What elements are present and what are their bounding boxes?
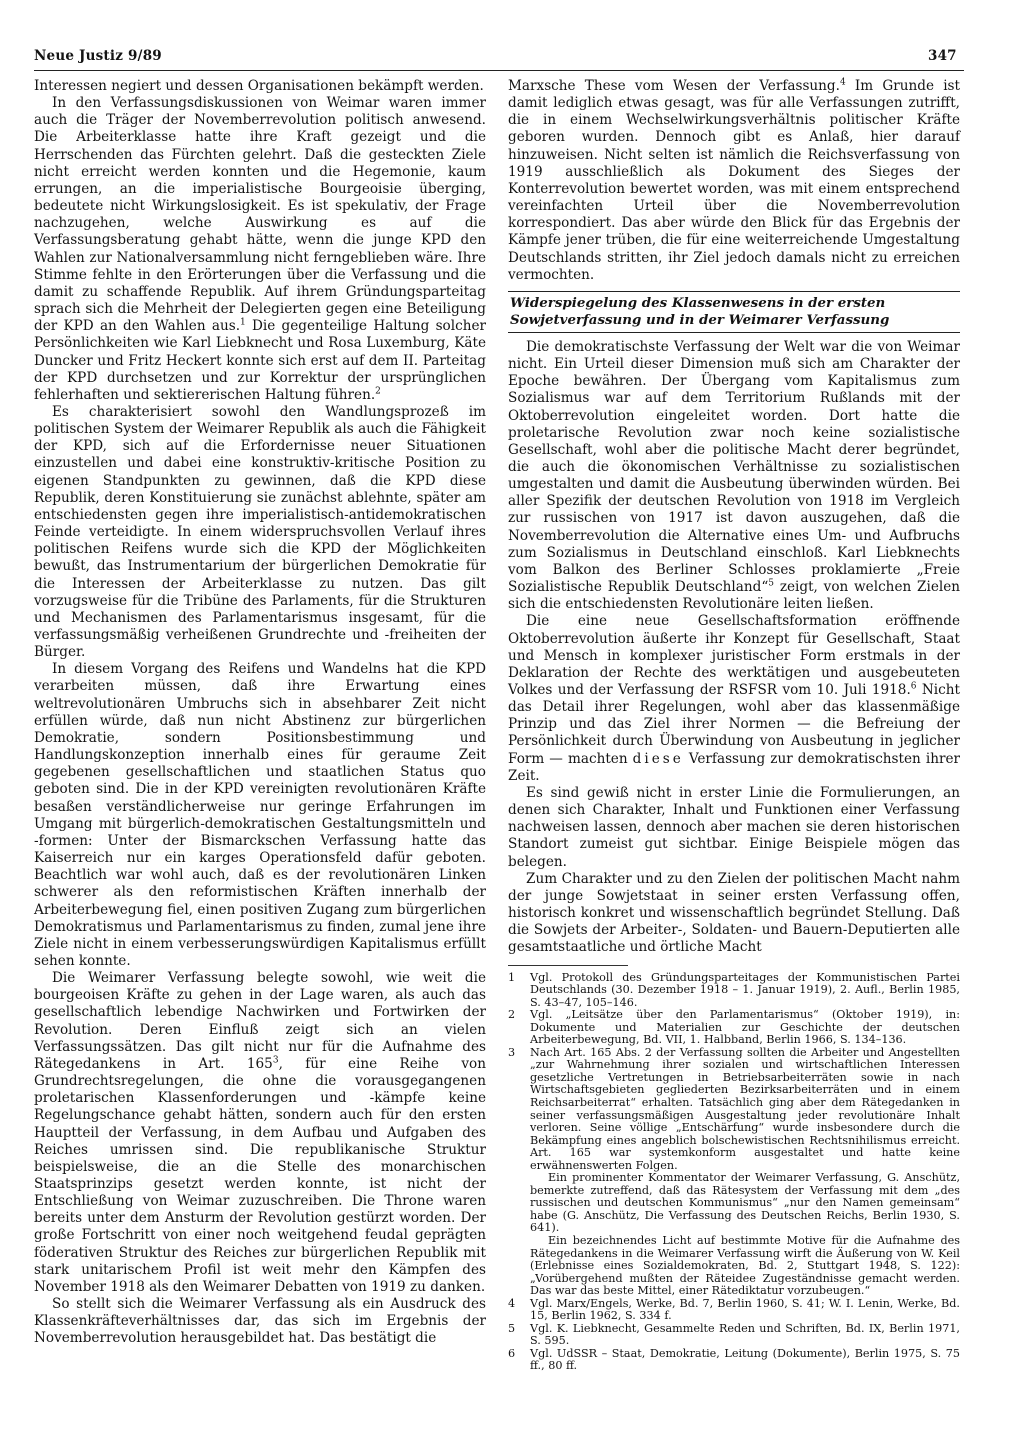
paragraph: Die eine neue Gesellschaftsformation eröffnende Oktoberrevolution äußerte ihr Konzept für Gesellschaft, Staat und Mensch in komplexer juristischer Form erstmals in der Deklaration der Rechte des werktätigen und ausgebeuteten Volkes und der Verfassung der RSFSR vom 10. Juli 1918.$^6$ Nicht das Detail ihrer Regelungen, wohl aber das klassenmäßige Prinzip und das Ziel ihrer Normen — die Befreiung der Persönlichkeit durch Überwindung von Ausbeutung in jeglicher Form — machten diese Verfassung zur demokratischsten ihrer Zeit. xyxy=(508,613,960,784)
footnote: 6 Vgl. UdSSR – Staat, Demokratie, Leitung (Dokumente), Berlin 1975, S. 75 ff., 80 ff. xyxy=(508,1346,960,1373)
header-rule xyxy=(34,70,964,71)
footnote-ref: 6 xyxy=(910,681,917,692)
running-header-journal: Neue Justiz 9/89 xyxy=(34,48,162,64)
footnote-ref: 3 xyxy=(272,1055,279,1066)
footnote-continuation: Ein bezeichnendes Licht auf bestimmte Motive für die Aufnahme des Rätegedankens in die Weimarer Verfassung wirft die Äußerung von W. Keil (Erlebnisse eines Sozialdemokraten, Bd. 2, Stuttgart 1948, S. 122): „Vorübergehend mußten der Räteidee Zugeständnisse gemacht werden. Das war das beste Mittel, einer Rätediktatur vorzubeugen.“ xyxy=(530,1233,960,1298)
paragraph: Es sind gewiß nicht in erster Linie die Formulierungen, an denen sich Charakter, Inhalt und Funktionen einer Verfassung nachweisen lassen, dennoch aber machen sie deren historischen Standort zumeist gut sichtbar. Einige Beispiele mögen das belegen. xyxy=(508,784,960,870)
paragraph: Interessen negiert und dessen Organisationen bekämpft werden. xyxy=(34,78,484,94)
paragraph: Es charakterisiert sowohl den Wandlungsprozeß im politischen System der Weimarer Republik als auch die Fähigkeit der KPD, sich auf die Erfordernisse neuer Situationen einzustellen und dabei eine konstruktiv-kritische Position zu eigenen Standpunkten zu gewinnen, daß die KPD diese Republik, deren Konstituierung sie zunächst ablehnte, später am entschiedensten gegen ihre imperialistisch-antidemokratischen Feinde verteidigte. In einem widerspruchsvollen Verlauf ihres politischen Reifens wurde sich die KPD der Möglichkeiten bewußt, das Instrumentarium der bürgerlichen Demokratie für die Interessen der Arbeiterklasse zu nutzen. Das gilt vorzugsweise für die Tribüne des Parlaments, für die Strukturen und Mechanismen des Parlamentarismus insgesamt, für die verfassungsmäßig verheißenen Grundrechte und -freiheiten der Bürger. xyxy=(34,403,486,661)
left-column xyxy=(34,78,486,1348)
footnote-ref: 4 xyxy=(839,77,846,88)
page-number: 347 xyxy=(928,48,957,64)
emphasized-word: diese xyxy=(632,750,684,767)
paragraph: Die demokratischste Verfassung der Welt war die von Weimar nicht. Ein Urteil dieser Dimension muß sich am Charakter der Epoche bewähren. Der Übergang vom Kapitalismus zum Sozialismus war auf dem Territorium Rußlands mit der Oktoberrevolution eingeleitet worden. Dort hatte die proletarische Revolution zwar noch keine sozialistische Gesellschaft, wohl aber die politische Macht derer begründet, die auch die ökonomischen Verhältnisse zu sozialistischen umgestalten und damit die Ausbeutung überwinden würden. Bei aller Spezifik der deutschen Revolution von 1918 im Vergleich zur russischen von 1917 ist davon auszugehen, daß die Novemberrevolution die Alternative eines Um- und Aufbruchs zum Sozialismus in Deutschland einschloß. Karl Liebknechts vom Balkon des Berliner Schlosses proklamierte „Freie Sozialistische Republik Deutschland“$^5$ zeigt, von welchen Zielen sich die entschiedensten Revolutionäre leiten ließen. xyxy=(508,338,961,613)
right-column xyxy=(508,78,960,1373)
footnote-ref: 1 xyxy=(240,317,246,328)
section-heading: Widerspiegelung des Klassenwesens in der ersten Sowjetverfassung und in der Weimarer Verfassung xyxy=(508,291,960,333)
footnote: 3 Nach Art. 165 Abs. 2 der Verfassung sollten die Arbeiter und Angestellten „zur Wahrnehmung ihrer sozialen und wirtschaftlichen Interessen gesetzliche Vertretungen in Betriebsarbeiterräten sowie in nach Wirtschaftsgebieten gegliederten Bezirksarbeiterräten und in einem Reichsarbeiterrat“ erhalten. Tatsächlich ging aber dem Rätegedanken in seiner verfassungsmäßigen Ausgestaltung jeder revolutionäre Inhalt verloren. Seine völlige „Entschärfung“ wurde insbesondere durch die Bekämpfung eines angeblich bolschewistischen Rechtsnihilismus erreicht. Art. 165 war systemkonform ausgestaltet und hatte keine erwähnenswerten Folgen. xyxy=(508,1045,960,1172)
paragraph: Marxsche These vom Wesen der Verfassung.$^4$ Im Grunde ist damit lediglich etwas gesagt, was für alle Verfassungen zutrifft, die in einem Wechselwirkungsverhältnis politischer Kräfte geboren wurden. Dennoch gibt es Anlaß, hier darauf hinzuweisen. Nicht selten ist nämlich die Reichsverfassung von 1919 ausschließlich als Dokument des Sieges der Konterrevolution bewertet worden, was mit einem entsprechend vereinfachten Urteil über die Novemberrevolution korrespondiert. Das aber würde den Blick für das Ergebnis der Kämpfe jener trüben, die für eine weiterreichende Umgestaltung Deutschlands stritten, ihr Ziel jedoch damals nicht zu erreichen vermochten. xyxy=(508,77,960,283)
footnote: 5 Vgl. K. Liebknecht, Gesammelte Reden und Schriften, Bd. IX, Berlin 1971, S. 595. xyxy=(508,1321,960,1348)
footnote: 1 Vgl. Protokoll des Gründungsparteitages der Kommunistischen Partei Deutschlands (30. Dezember 1918 – 1. Januar 1919), 2. Aufl., Berlin 1985, S. 43–47, 105–146. xyxy=(508,970,960,1009)
paragraph: In diesem Vorgang des Reifens und Wandelns hat die KPD verarbeiten müssen, daß ihre Erwartung eines weltrevolutionären Umbruchs sich in absehbarer Zeit nicht erfüllen würde, daß nun nicht Abstinenz zur bürgerlichen Demokratie, sondern Positionsbestimmung und Handlungskonzeption innerhalb eines für geraume Zeit gegebenen gesellschaftlichen und staatlichen Status quo geboten sind. Die in der KPD vereinigten revolutionären Kräfte besaßen verständlicherweise nur geringe Erfahrungen im Umgang mit bürgerlich-demokratischen Gestaltungsmitteln und -formen: Unter der Bismarckschen Verfassung hatte das Kaiserreich nur ein karges Operationsfeld dafür geboten. Beachtlich war wohl auch, daß es der revolutionären Linken schwerer als den reformistischen Kräften innerhalb der Arbeiterbewegung fiel, einen positiven Zugang zum bürgerlichen Demokratismus und Parlamentarismus zu finden, zumal jene ihre Ziele nicht in einem verbesserungswürdigen Kapitalismus erfüllt sehen konnte. xyxy=(34,661,486,969)
footnote-ref: 2 xyxy=(375,386,381,397)
paragraph: Die Weimarer Verfassung belegte sowohl, wie weit die bourgeoisen Kräfte zu gehen in der Lage waren, als auch das gesellschaftlich lebendige Nachwirken und Fortwirken der Revolution. Deren Einfluß zeigt sich an vielen Verfassungssätzen. Das gilt nicht nur für die Aufnahme des Rätegedankens in Art. $165^3$, für eine Reihe von Grundrechtsregelungen, die ohne die vorausgegangenen proletarischen Klassenforderungen und -kämpfe keine Regelungschance gehabt hätten, sondern auch für den ersten Hauptteil der Verfassung, in dem Aufbau und Aufgaben des Reiches umrissen sind. Die republikanische Struktur beispielsweise, die an die Stelle des monarchischen Staatsprinzips gesetzt werden konnte, ist nicht der Entschließung von Weimar zuzuschreiben. Die Throne waren bereits unter dem Ansturm der Revolution gestürzt worden. Der große Fortschritt von einer noch weitgehend feudal geprägten föderativen Struktur des Reiches zur bürgerlichen Republik mit stark unitarischem Profil ist weit mehr den Kämpfen des November 1918 als den Weimarer Debatten von 1919 zu danken. xyxy=(34,970,486,1295)
footnotes xyxy=(508,972,960,1374)
footnote-continuation: Ein prominenter Kommentator der Weimarer Verfassung, G. Anschütz, bemerkte zutreffend, daß das Rätesystem der Verfassung mit dem „des russischen und deutschen Kommunismus“ „nur den Namen gemeinsam“ habe (G. Anschütz, Die Verfassung des Deutschen Reichs, Berlin 1930, S. 641). xyxy=(530,1171,960,1235)
footnote: 2 Vgl. „Leitsätze über den Parlamentarismus“ (Oktober 1919), in: Dokumente und Materialien zur Geschichte der deutschen Arbeiterbewegung, Bd. VII, 1. Halbband, Berlin 1966, S. 134–136. xyxy=(508,1008,960,1047)
footnote: 4 Vgl. Marx/Engels, Werke, Bd. 7, Berlin 1960, S. 41; W. I. Lenin, Werke, Bd. 15, Berlin 1962, S. 334 f. xyxy=(508,1296,960,1323)
paragraph: So stellt sich die Weimarer Verfassung als ein Ausdruck des Klassenkräfteverhältnisses dar, das sich im Ergebnis der Novemberrevolution herausgebildet hat. Das bestätigt die xyxy=(34,1296,486,1347)
paragraph: Zum Charakter und zu den Zielen der politischen Macht nahm der junge Sowjetstaat in seiner ersten Verfassung offen, historisch konkret und wissenschaftlich begründet Stellung. Daß die Sowjets der Arbeiter-, Soldaten- und Bauern-Deputierten alle gesamtstaatliche und örtliche Macht xyxy=(508,870,960,956)
footnote-ref: 5 xyxy=(768,578,775,589)
footnote-rule xyxy=(508,965,628,966)
paragraph: In den Verfassungsdiskussionen von Weimar waren immer auch die Träger der Novemberrevolution politisch anwesend. Die Arbeiterklasse hatte ihre Kraft gezeigt und die Herrschenden das Fürchten gelehrt. Daß die gesteckten Ziele nicht erreicht werden konnten und die Hegemonie, kaum errungen, an die imperialistische Bourgeoisie überging, bedeutete nicht Wirkungslosigkeit. Es ist spekulativ, der Frage nachzugehen, welche Auswirkung es auf die Verfassungsberatung gehabt hätte, wenn die junge KPD den Wahlen zur Nationalversammlung nicht ferngeblieben wäre. Ihre Stimme fehlte in den Erörterungen über die Verfassung und die damit zu schaffende Republik. Auf ihrem Gründungsparteitag sprach sich die Mehrheit der Delegierten gegen eine Beteiligung der KPD an den Wahlen aus.$^1$ Die gegenteilige Haltung solcher Persönlichkeiten wie Karl Liebknecht und Rosa Luxemburg, Käte Duncker und Fritz Heckert konnte sich erst auf dem II. Parteitag der KPD durchsetzen und zur Korrektur der ursprünglichen fehlerhaften und sektiererischen Haltung führen.$^2$ xyxy=(34,95,486,403)
